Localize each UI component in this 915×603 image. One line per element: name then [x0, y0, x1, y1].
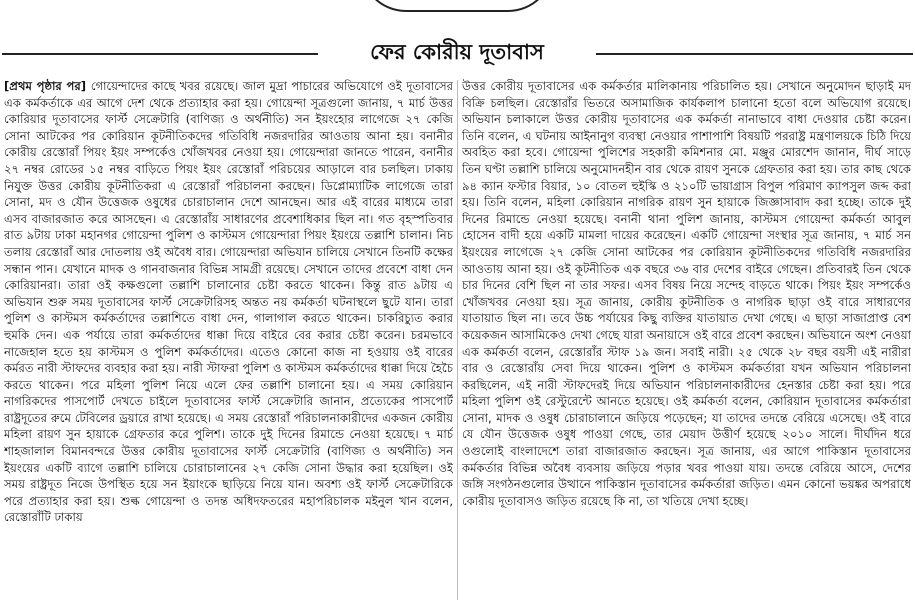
headline-row: [0, 34, 915, 72]
headline-rule-left: [2, 53, 318, 55]
top-ornament: [360, 0, 554, 12]
article-body: [4, 78, 911, 600]
right-column-text: উত্তর কোরীয় দূতাবাসের এক কর্মকর্তার মালিকানায় পরিচালিত হয়। সেখানে অনুমোদন ছাড়াই মদ বিক্রি চলছিল। রেস্তোরাঁর ভিতরে অসামাজিক কার্যকলাপ চালানো হতো বলে অভিযোগ রয়েছে। অভিযান চলাকালে উত্তর কোরীয় দূতাবাসের এক কর্মকর্তা নানাভাবে বাধা দেওয়ার চেষ্টা করেন। তিনি বলেন, এ ঘটনায় আইনানুগ ব্যবস্থা নেওয়ার পাশাপাশি বিষয়টি পররাষ্ট্র মন্ত্রণালয়কে চিঠি দিয়ে অবহিত করা হবে। গোয়েন্দা পুলিশের সহকারী কমিশনার মো. মঞ্জুর মোরশেদ জানান, দীর্ঘ সাড়ে তিন ঘণ্টা তল্লাশি চালিয়ে অনুমোদনহীন বার থেকে রায়ণ সুনকে গ্রেফতার করা হয়। তার কাছ থেকে ৯৪ ক্যান ফস্টার বিয়ার, ১০ বোতল হুইস্কি ও ২১০টি ভায়াগ্রাস বিপুল পরিমাণ ক্যাপসুল জব্দ করা হয়। তিনি বলেন, মহিলা কোরিয়ান নাগরিক রায়ণ সুন হায়াকে জিজ্ঞাসাবাদ করা হচ্ছে। তাকে দুই দিনের রিমান্ডে নেওয়া হয়েছে। বনানী থানা পুলিশ জানায়, কাস্টমস গোয়েন্দা কর্মকর্তা আবুল হোসেন বাদী হয়ে একটি মামলা দায়ের করেছেন। একটি গোয়েন্দা সংস্থার সূত্র জানায়, ৭ মার্চ সন ইয়ংয়ের লাগেজে ২৭ কেজি সোনা আটকের পর কোরিয়ান কূটনীতিকদের গতিবিধি নজরদারির আওতায় আনা হয়। ওই কূটনীতিক এক বছরে ৩৬ বার দেশের বাইরে গেছেন। প্রতিবারই তিন থেকে চার দিনের বেশি ছিল না তার সফর। এসব বিষয় নিয়ে সন্দেহ বাড়তে থাকে। পিয়ং ইয়ং সম্পর্কেও খোঁজখবর নেওয়া হয়। সূত্র জানায়, কোরীয় কূটনীতিক ও নাগরিক ছাড়া ওই বারে সাধারণের যাতায়াত ছিল না। তবে উচ্চ পর্যায়ের কিছু ব্যক্তির যাতায়াত দেখা গেছে। এ ছাড়া সাজাপ্রাপ্ত বেশ কয়েকজন আসামিকেও দেখা গেছে যারা অনায়াসে ওই বারে প্রবেশ করছেন। অভিযানে অংশ নেওয়া এক কর্মকর্তা বলেন, রেস্তোরাঁর স্টাফ ১৯ জন। সবাই নারী। ২৫ থেকে ২৮ বছর বয়সী এই নারীরা বার ও রেস্তোরাঁয় সেবা দিয়ে থাকেন। পুলিশ ও কাস্টমস কর্মকর্তারা যখন অভিযান পরিচালনা করছিলেন, এই নারী স্টাফদেরই দিয়ে অভিযান পরিচালনাকারীদের হেনস্তার চেষ্টা করা হয়। পরে মহিলা পুলিশ ওই রেস্টুরেন্টে আনতে হয়েছে। ওই কর্মকর্তা বলেন, কোরিয়ান দূতাবাসের কর্মকর্তারা সোনা, মাদক ও ওষুধ চোরাচালানে জড়িয়ে পড়েছেন; যা তাদের তদন্তে বেরিয়ে এসেছে। ওই বারে যে যৌন উত্তেজক ওষুধ পাওয়া গেছে, তার মেয়াদ উত্তীর্ণ হয়েছে ২০১০ সালে। দীর্ঘদিন ধরে ওগুলোই বাংলাদেশে তারা বাজারজাত করছেন। সূত্র জানায়, এর আগে পাকিস্তান দূতাবাসের কর্মকর্তার বিভিন্ন অবৈধ ব্যবসায় জড়িয়ে পড়ার খবর পাওয়া যায়। তদন্তে বেরিয়ে আসে, দেশের জঙ্গি সংগঠনগুলোর উত্থানে পাকিস্তান দূতাবাসের কর্মকর্তারা জড়িত। এমন কোনো ভয়ঙ্কর অপরাধে কোরীয় দূতাবাসও জড়িত রয়েছে কি না, তা খতিয়ে দেখা হচ্ছে।: [462, 79, 911, 508]
continued-from-label: [প্রথম পৃষ্ঠার পর]: [4, 79, 91, 93]
headline-rule-right: [596, 53, 913, 55]
headline: ফের কোরীয় দূতাবাস: [370, 39, 544, 64]
left-column-text: গোয়েন্দাদের কাছে খবর রয়েছে। জাল মুদ্রা পাচারের অভিযোগে ওই দূতাবাসের এক কর্মকর্তাকে এর আগে দেশ থেকে প্রত্যাহার করা হয়। গোয়েন্দা সূত্রগুলো জানায়, ৭ মার্চ উত্তর কোরিয়ার দূতাবাসের ফার্স্ট সেক্রেটারি (বাণিজ্য ও অর্থনীতি) সন ইয়ংহোর লাগেজে ২৭ কেজি সোনা আটকের পর কোরিয়ান কূটনীতিকদের গতিবিধি নজরদারির আওতায় আনা হয়। বনানীর কোরীয় রেস্তোরাঁ পিয়ং ইয়ং সম্পর্কেও খোঁজখবর নেওয়া হয়। গোয়েন্দারা জানতে পারেন, বনানীর ২৭ নম্বর রোডের ১৫ নম্বর বাড়িতে পিয়ং ইয়ং রেস্তোরাঁ পরিচয়ের আড়ালে বার চলছিল। ঢাকায় নিযুক্ত উত্তর কোরীয় কূটনীতিকরা এ রেস্তোরাঁ পরিচালনা করছেন। ডিপ্লোম্যাটিক লাগেজে তারা সোনা, মদ ও যৌন উত্তেজক ওষুধের চোরাচালান দেশে আনছেন। আর এই বারের মাধ্যমে তারা এসব বাজারজাত করে আসছেন। এ রেস্তোরাঁয় সাধারণের প্রবেশাধিকার ছিল না। গত বৃহস্পতিবার রাত ৯টায় ঢাকা মহানগর গোয়েন্দা পুলিশ ও কাস্টমস গোয়েন্দারা পিয়ং ইয়ংয়ে তল্লাশি চালান। নিচ তলায় রেস্তোরাঁ আর দোতলায় ওই অবৈধ বার। গোয়েন্দারা অভিযান চালিয়ে সেখানে তিনটি কক্ষের সন্ধান পান। যেখানে মাদক ও গানবাজনার বিভিন্ন সামগ্রী রয়েছে। সেখানে তাদের প্রবেশে বাধা দেন কোরিয়ানরা। তারা ওই কক্ষগুলো তল্লাশি চালানোর চেষ্টা করতে থাকেন। কিন্তু রাত ৯টায় এ অভিযান শুরু সময় দূতাবাসের ফার্স্ট সেক্রেটারিসহ অন্তত নয় কর্মকর্তা ঘটনাস্থলে ছুটে যান। তারা পুলিশ ও কাস্টমস কর্মকর্তাদের তল্লাশিতে বাধা দেন, গালাগাল করতে থাকেন। চাকরিচ্যুত করার হুমকি দেন। এক পর্যায়ে তারা কর্মকর্তাদের ধাক্কা দিয়ে বাইরে বের করার চেষ্টা করেন। চরমভাবে নাজেহাল হতে হয় কাস্টমস ও পুলিশ কর্মকর্তাদের। এতেও কোনো কাজ না হওয়ায় ওই বারের কর্মরত নারী স্টাফদের ব্যবহার করা হয়। নারী স্টাফরা পুলিশ ও কাস্টমস কর্মকর্তাদের ধাক্কা দিয়ে হৈচৈ করতে থাকেন। পরে মহিলা পুলিশ নিয়ে এলে ফের তল্লাশি চালানো হয়। এ সময় কোরিয়ান নাগরিকদের পাসপোর্ট দেখতে চাইলে দূতাবাসের ফার্স্ট সেক্রেটারি জানান, প্রত্যেকের পাসপোর্ট রাষ্ট্রদূতের রুমে টেবিলের ড্রয়ারে রাখা হয়েছে। এ সময় রেস্তোরাঁ পরিচালনাকারীদের একজন কোরীয় মহিলা রায়ণ সুন হায়াকে গ্রেফতার করে পুলিশ। তাকে দুই দিনের রিমান্ডে নেওয়া হয়েছে। ৭ মার্চ শাহজালাল বিমানবন্দরে উত্তর কোরীয় দূতাবাসের ফার্স্ট সেক্রেটারি (বাণিজ্য ও অর্থনীতি) সন ইয়ংয়ের একটি ব্যাগে তল্লাশি চালিয়ে চোরাচালানের ২৭ কেজি সোনা উদ্ধার করা হয়েছিল। ওই সময় রাষ্ট্রদূত নিজে উপস্থিত হয়ে সন ইয়াংকে ছাড়িয়ে নিয়ে যান। অবশ্য ওই ফার্স্ট সেক্রেটারিকে পরে প্রত্যাহার করা হয়। শুল্ক গোয়েন্দা ও তদন্ত অধিদফতরের মহাপরিচালক মইনুল খান বলেন, রেস্তোরাঁটি ঢাকায়: [4, 79, 453, 525]
article-column-right: [462, 78, 911, 600]
column-divider: [457, 80, 458, 600]
article-column-left: [4, 78, 453, 600]
